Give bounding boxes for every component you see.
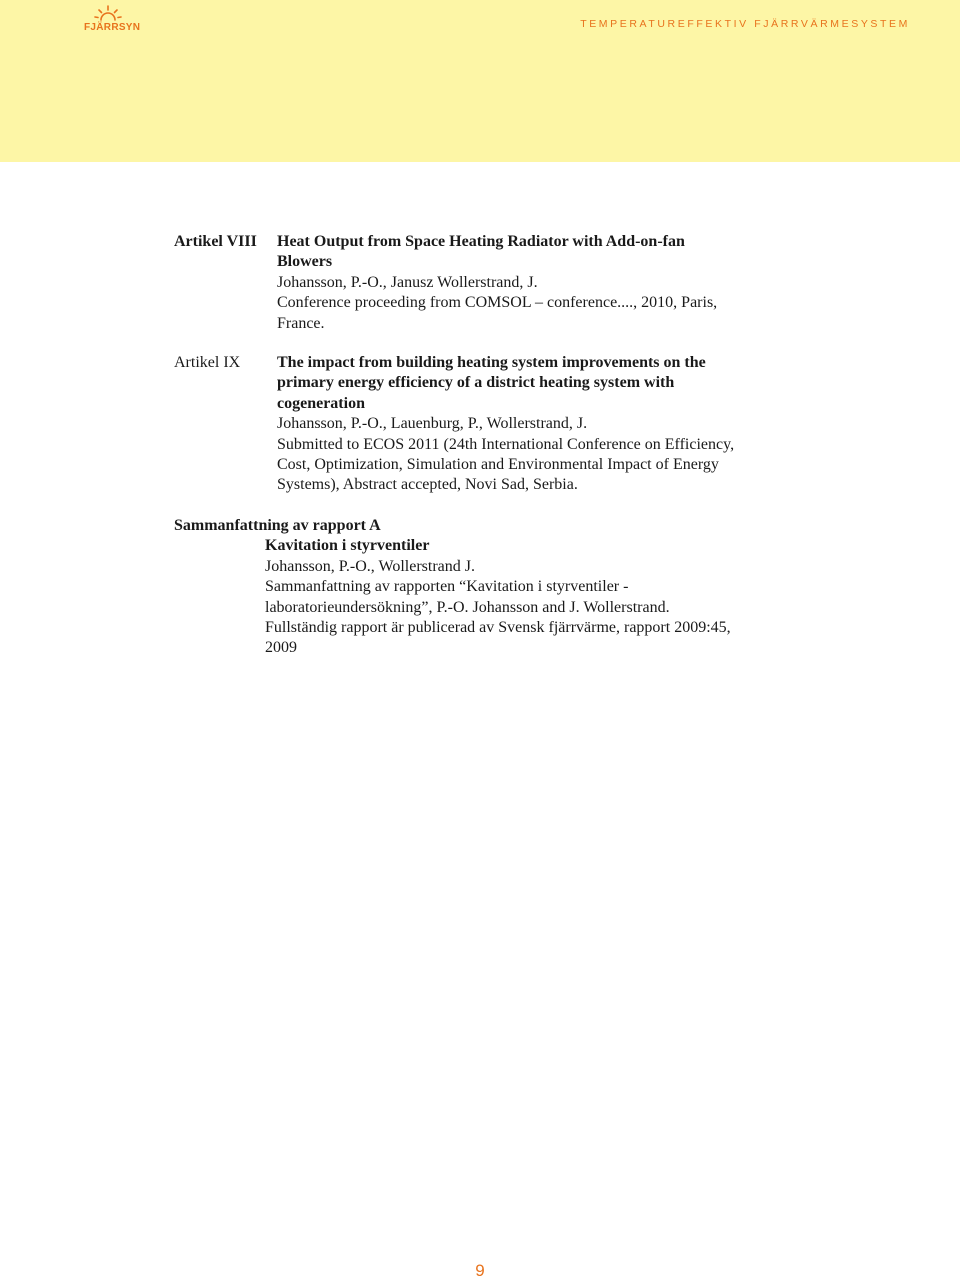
summary-title: Kavitation i styrventiler: [265, 537, 430, 555]
article-body: [277, 353, 734, 496]
article-label: Artikel VIII: [174, 233, 257, 250]
article-detail-line: Submitted to ECOS 2011 (24th International Conference on Efficiency,: [277, 435, 735, 453]
summary-detail-line: Sammanfattning av rapporten “Kavitation i styrventiler -: [265, 578, 629, 596]
article-detail-line: Johansson, P.-O., Janusz Wollerstrand, J.: [277, 273, 538, 291]
page-number: 9: [475, 1261, 485, 1280]
article-detail-line: Cost, Optimization, Simulation and Environmental Impact of Energy: [277, 456, 719, 474]
article-detail-line: Systems), Abstract accepted, Novi Sad, Serbia.: [277, 476, 578, 494]
article-body: [277, 232, 717, 334]
header-band: [0, 0, 960, 162]
article-detail-line: France.: [277, 314, 325, 332]
summary-section: [174, 516, 731, 657]
fjarrsyn-logo: [80, 4, 150, 38]
header-title: TEMPERATUREFFEKTIV FJÄRRVÄRMESYSTEM: [580, 18, 910, 30]
article-title-line: The impact from building heating system improvements on the: [277, 354, 706, 371]
summary-body: [265, 536, 731, 658]
summary-detail-line: 2009: [265, 639, 297, 657]
article-title-line: Heat Output from Space Heating Radiator with Add-on-fan: [277, 233, 685, 250]
article-title-line: Blowers: [277, 253, 333, 271]
article-label: Artikel IX: [174, 354, 241, 371]
summary-detail-line: Johansson, P.-O., Wollerstrand J.: [265, 557, 475, 575]
sun-icon: [80, 4, 150, 24]
article-detail-line: Johansson, P.-O., Lauenburg, P., Wollerstrand, J.: [277, 415, 588, 433]
article-title-line: primary energy efficiency of a district heating system with: [277, 374, 675, 392]
summary-heading: Sammanfattning av rapport A: [174, 517, 381, 534]
article-detail-line: Conference proceeding from COMSOL – conference...., 2010, Paris,: [277, 294, 718, 312]
summary-detail-line: Fullständig rapport är publicerad av Svensk fjärrvärme, rapport 2009:45,: [265, 619, 731, 637]
summary-detail-line: laboratorieundersökning”, P.-O. Johansson and J. Wollerstrand.: [265, 598, 670, 616]
logo-text: FJÄRRSYN: [84, 22, 141, 33]
article-title-line: cogeneration: [277, 394, 365, 412]
